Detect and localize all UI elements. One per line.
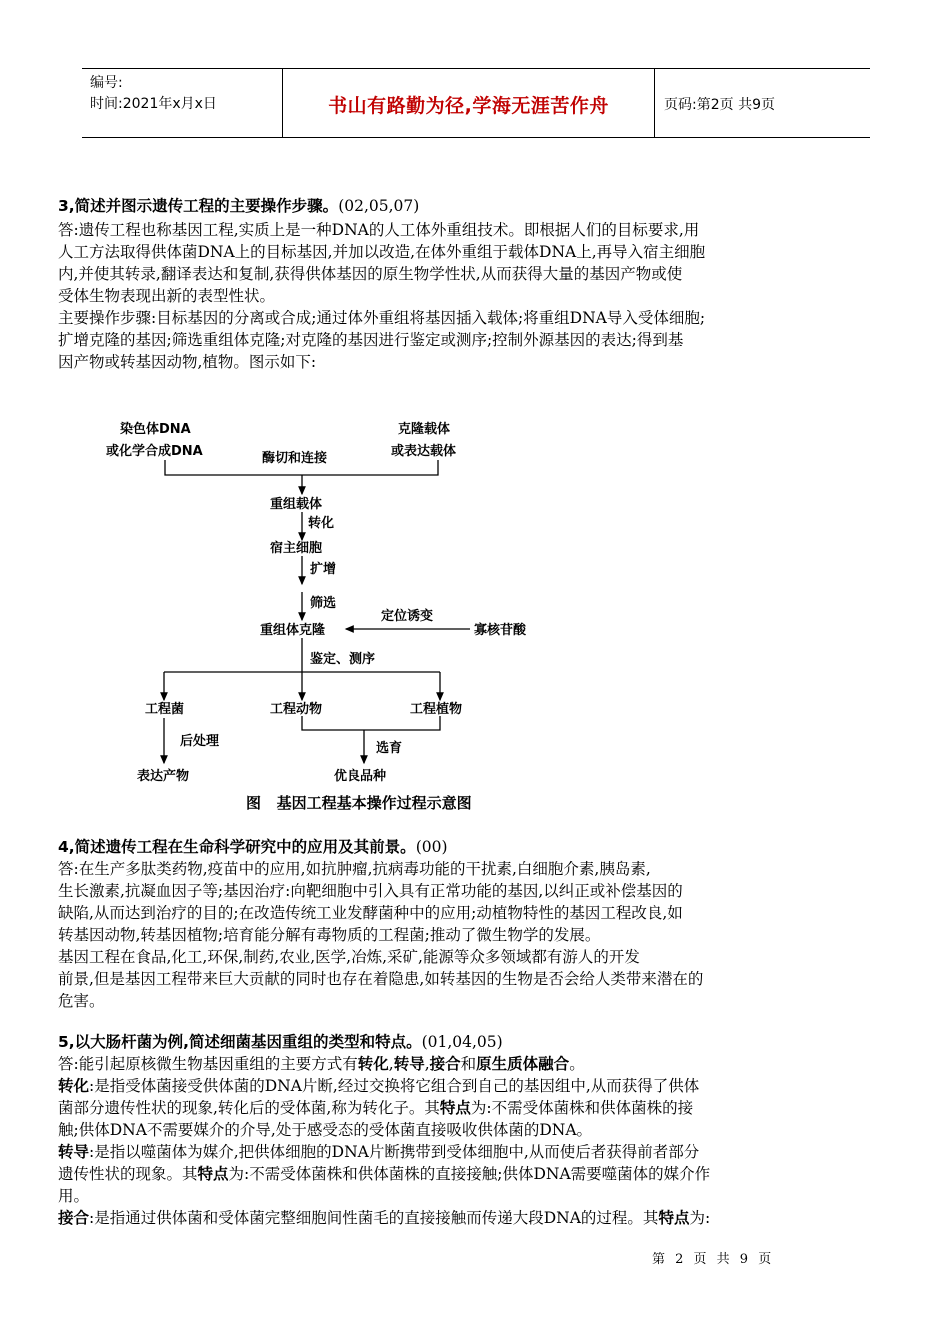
breed-label: 选育	[376, 741, 403, 756]
amplify-label: 扩增	[310, 562, 337, 577]
dna-source-1: 染色体DNA	[120, 422, 191, 437]
answer-line: 遗传性状的现象。其特点为:不需受体菌株和供体菌株的直接接触;供体DNA需要噬菌体的媒介作	[58, 1165, 711, 1183]
q3-title: 3,简述并图示遗传工程的主要操作步骤。(02,05,07)	[58, 197, 420, 215]
eng-plant-node: 工程植物	[410, 702, 463, 717]
screen-label: 筛选	[310, 596, 337, 611]
answer-line: 危害。	[58, 992, 105, 1010]
dna-source-2: 或化学合成DNA	[106, 444, 203, 459]
answer-line: 用。	[58, 1187, 90, 1205]
header-motto: 书山有路勤为径,学海无涯苦作舟	[328, 95, 609, 117]
q5-title: 5,以大肠杆菌为例,简述细菌基因重组的类型和特点。(01,04,05)	[58, 1033, 503, 1051]
post-process-label: 后处理	[180, 734, 220, 749]
answer-line: 前景,但是基因工程带来巨大贡献的同时也存在着隐患,如转基因的生物是否会给人类带来潜在的	[58, 970, 704, 988]
answer-line: 内,并使其转录,翻译表达和复制,获得供体基因的原生物学性状,从而获得大量的基因产物或使	[58, 265, 683, 283]
diagram-caption: 图 基因工程基本操作过程示意图	[246, 794, 472, 812]
oligo-node: 寡核苷酸	[474, 623, 527, 638]
fine-variety-node: 优良品种	[334, 769, 387, 784]
answer-line: 接合:是指通过供体菌和受体菌完整细胞间性菌毛的直接接触而传递大段DNA的过程。其特点为:	[58, 1209, 711, 1227]
answer-line: 生长激素,抗凝血因子等;基因治疗:向靶细胞中引入具有正常功能的基因,以纠正或补偿基因的	[58, 882, 683, 900]
identify-label: 鉴定、测序	[310, 652, 376, 667]
q4-answer	[58, 858, 898, 1012]
answer-line: 答:遗传工程也称基因工程,实质上是一种DNA的人工体外重组技术。即根据人们的目标要求,用	[58, 221, 700, 239]
q5-answer	[58, 1053, 898, 1229]
answer-line: 触;供体DNA不需要媒介的介导,处于感受态的受体菌直接吸收供体菌的DNA。	[58, 1121, 593, 1139]
date-label: 时间:2021年x月x日	[90, 96, 217, 112]
answer-line: 答:能引起原核微生物基因重组的主要方式有转化,转导,接合和原生质体融合。	[58, 1055, 585, 1073]
recomb-vector-node: 重组载体	[270, 497, 323, 512]
answer-line: 答:在生产多肽类药物,疫苗中的应用,如抗肿瘤,抗病毒功能的干扰素,白细胞介素,胰岛素,	[58, 860, 651, 878]
answer-line: 基因工程在食品,化工,环保,制药,农业,医学,冶炼,采矿,能源等众多领域都有游人的开发	[58, 948, 640, 966]
answer-line: 主要操作步骤:目标基因的分离或合成;通过体外重组将基因插入载体;将重组DNA导入受体细胞;	[58, 309, 706, 327]
answer-line: 缺陷,从而达到治疗的目的;在改造传统工业发酵菌种中的应用;动植物特性的基因工程改良,如	[58, 904, 683, 922]
host-node: 宿主细胞	[270, 541, 323, 556]
transform-label: 转化	[308, 516, 335, 531]
answer-line: 受体生物表现出新的表型性状。	[58, 287, 276, 305]
q4-title: 4,简述遗传工程在生命科学研究中的应用及其前景。(00)	[58, 838, 448, 856]
answer-line: 菌部分遗传性状的现象,转化后的受体菌,称为转化子。其特点为:不需受体菌株和供体菌株的接	[58, 1099, 694, 1117]
page-footer: 第 2 页 共 9 页	[652, 1252, 775, 1267]
header-page-label: 页码:第2页 共9页	[664, 97, 775, 113]
product-node: 表达产物	[137, 769, 190, 784]
answer-line: 扩增克隆的基因;筛选重组体克隆;对克隆的基因进行鉴定或测序;控制外源基因的表达;得到基	[58, 331, 684, 349]
number-label: 编号:	[90, 75, 123, 91]
site-mutagenesis-label: 定位诱变	[381, 609, 434, 624]
answer-line: 因产物或转基因动物,植物。图示如下:	[58, 353, 317, 371]
ligate-label: 酶切和连接	[262, 451, 328, 466]
eng-animal-node: 工程动物	[270, 702, 323, 717]
answer-line: 人工方法取得供体菌DNA上的目标基因,并加以改造,在体外重组于载体DNA上,再导入宿主细胞	[58, 243, 706, 261]
clone-node: 重组体克隆	[260, 623, 326, 638]
vector-1: 克隆载体	[398, 422, 451, 437]
answer-line: 转基因动物,转基因植物;培育能分解有毒物质的工程菌;推动了微生物学的发展。	[58, 926, 601, 944]
eng-bacteria-node: 工程菌	[145, 702, 185, 717]
answer-line: 转化:是指受体菌接受供体菌的DNA片断,经过交换将它组合到自己的基因组中,从而获得了供体	[58, 1077, 700, 1095]
vector-2: 或表达载体	[391, 444, 457, 459]
answer-line: 转导:是指以噬菌体为媒介,把供体细胞的DNA片断携带到受体细胞中,从而使后者获得前者部分	[58, 1143, 700, 1161]
